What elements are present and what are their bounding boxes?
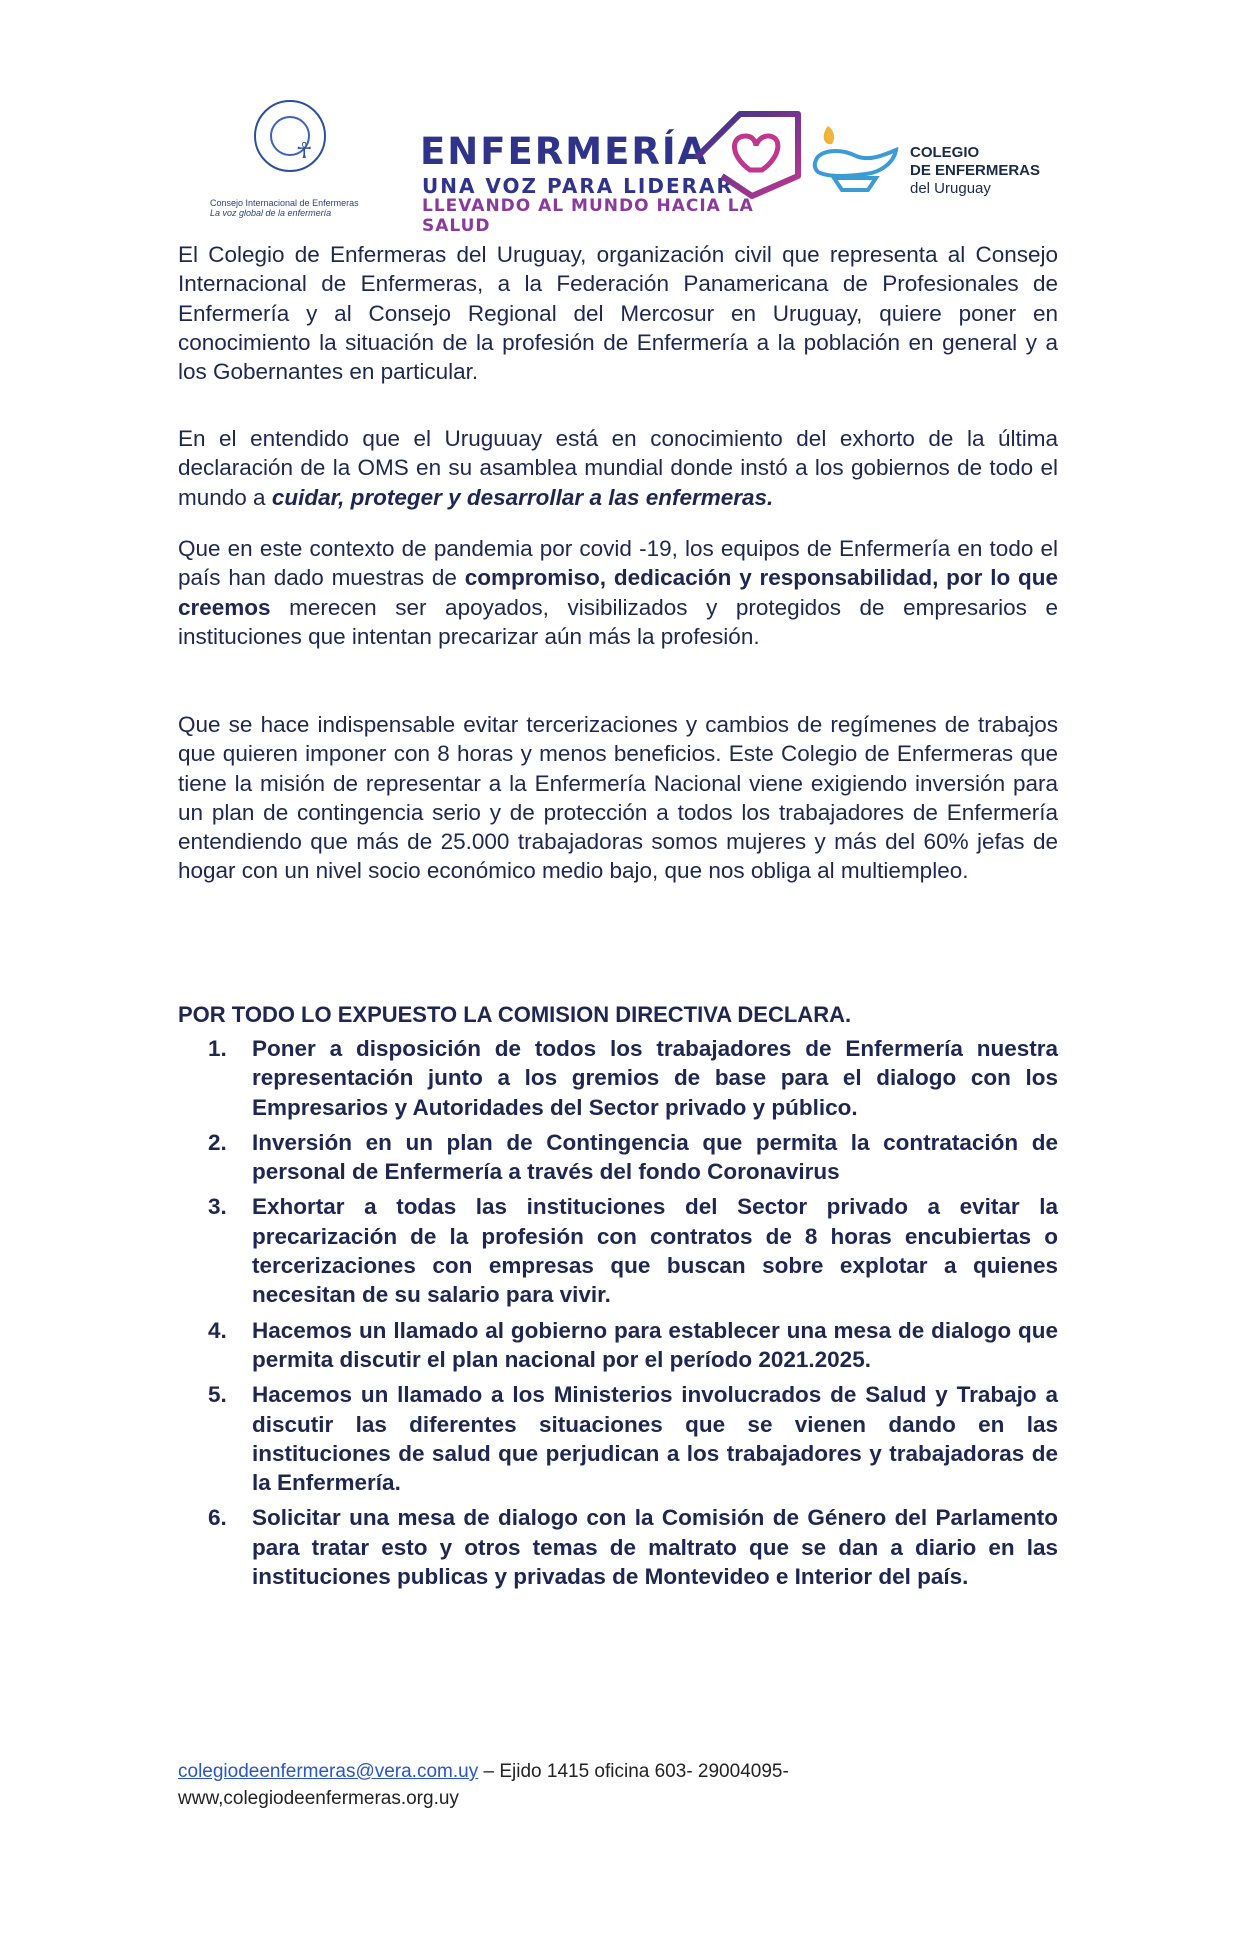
colegio-logo-line-1: COLEGIO — [910, 144, 980, 161]
footer — [178, 1758, 789, 1812]
colegio-logo — [810, 120, 1050, 210]
list-item: 4. Hacemos un llamado al gobierno para establecer una mesa de dialogo que permita discutir el plan nacional por el período 2021.2025. — [208, 1317, 1058, 1372]
enf-logo-subtitle-2: LLEVANDO AL MUNDO HACIA LA SALUD — [422, 196, 754, 236]
heart-diamond-icon — [690, 106, 802, 202]
declaration-heading: POR TODO LO EXPUESTO LA COMISION DIRECTIVA DECLARA. — [178, 1002, 852, 1027]
enf-logo-subtitle-1: UNA VOZ PARA LIDERAR — [422, 174, 734, 198]
covid-paragraph: Que en este contexto de pandemia por covid -19, los equipos de Enfermería en todo el país han dado muestras de compromiso, dedicación y responsabilidad, por lo que creemos merecen ser apoyados, visibilizados y protegidos de empresarios e instituciones que intentan precarizar aún más la profesión. — [178, 536, 1059, 649]
email-link[interactable]: colegiodeenfermeras@vera.com.uy — [178, 1761, 479, 1782]
icn-caption-2: La voz global de la enfermería — [210, 208, 332, 218]
list-item: 3. Exhortar a todas las instituciones del Sector privado a evitar la precarización de la profesión con contratos de 8 horas encubiertas o tercerizaciones con empresas que buscan sobre explotar a quienes necesitan de su salario para vivir. — [208, 1194, 1058, 1308]
contingency-paragraph: Que se hace indispensable evitar tercerizaciones y cambios de regímenes de trabajos que quieren imponer con 8 horas y menos beneficios. Este Colegio de Enfermeras que tiene la misión de representar a la Enfermería Nacional viene exigiendo inversión para un plan de contingencia serio y de protección a todos los trabajadores de Enfermería entendiendo que más de 25.000 trabajadoras somos mujeres y más del 60% jefas de hogar con un nivel socio económico medio bajo, que nos obliga al multiempleo. — [178, 712, 1058, 884]
colegio-logo-line-2: DE ENFERMERAS — [910, 162, 1041, 179]
oms-paragraph: En el entendido que el Uruguuay está en conocimiento del exhorto de la última declaración de la OMS en su asamblea mundial donde instó a los gobiernos de todo el mundo a cuidar, proteger y desarrollar a las enfermeras. — [178, 426, 1058, 510]
footer-website: www,colegiodeenfermeras.org.uy — [178, 1788, 459, 1809]
footer-address: – Ejido 1415 oficina 603- 29004095- — [478, 1761, 789, 1782]
icn-emblem-icon: ☥ — [254, 100, 326, 172]
covid-emphasis: compromiso, dedicación y responsabilidad, por lo que creemos — [178, 565, 1059, 620]
list-item: 5. Hacemos un llamado a los Ministerios involucrados de Salud y Trabajo a discutir las diferentes situaciones que se vienen dando en las instituciones de salud que perjudican a los trabajadores y trabajadoras de la Enfermería. — [208, 1382, 1058, 1496]
declaration-list — [178, 1034, 1058, 1597]
oms-emphasis: cuidar, proteger y desarrollar a las enfermeras. — [271, 484, 774, 510]
list-item: 2. Inversión en un plan de Contingencia que permita la contratación de personal de Enfermería a través del fondo Coronavirus — [208, 1129, 1058, 1185]
icn-caption-1: Consejo Internacional de Enfermeras — [210, 198, 359, 208]
enfermeria-logo — [420, 96, 800, 236]
list-item: 6. Solicitar una mesa de dialogo con la Comisión de Género del Parlamento para tratar esto y otros temas de maltrato que se dan a diario en las instituciones publicas y privadas de Montevideo e Interior del país. — [208, 1505, 1058, 1590]
colegio-logo-line-3: del Uruguay — [910, 180, 991, 197]
lamp-icon — [810, 120, 902, 200]
intro-paragraph: El Colegio de Enfermeras del Uruguay, organización civil que representa al Consejo Internacional de Enfermeras, a la Federación Panamericana de Profesionales de Enfermería y al Consejo Regional del Mercosur en Uruguay, quiere poner en conocimiento la situación de la profesión de Enfermería a la población en general y a los Gobernantes en particular. — [178, 242, 1058, 385]
icn-logo — [210, 100, 370, 218]
list-item: 1. Poner a disposición de todos los trabajadores de Enfermería nuestra representación junto a los gremios de base para el dialogo con los Empresarios y Autoridades del Sector privado y público. — [208, 1036, 1058, 1120]
enf-logo-title: ENFERMERÍA — [420, 130, 709, 173]
